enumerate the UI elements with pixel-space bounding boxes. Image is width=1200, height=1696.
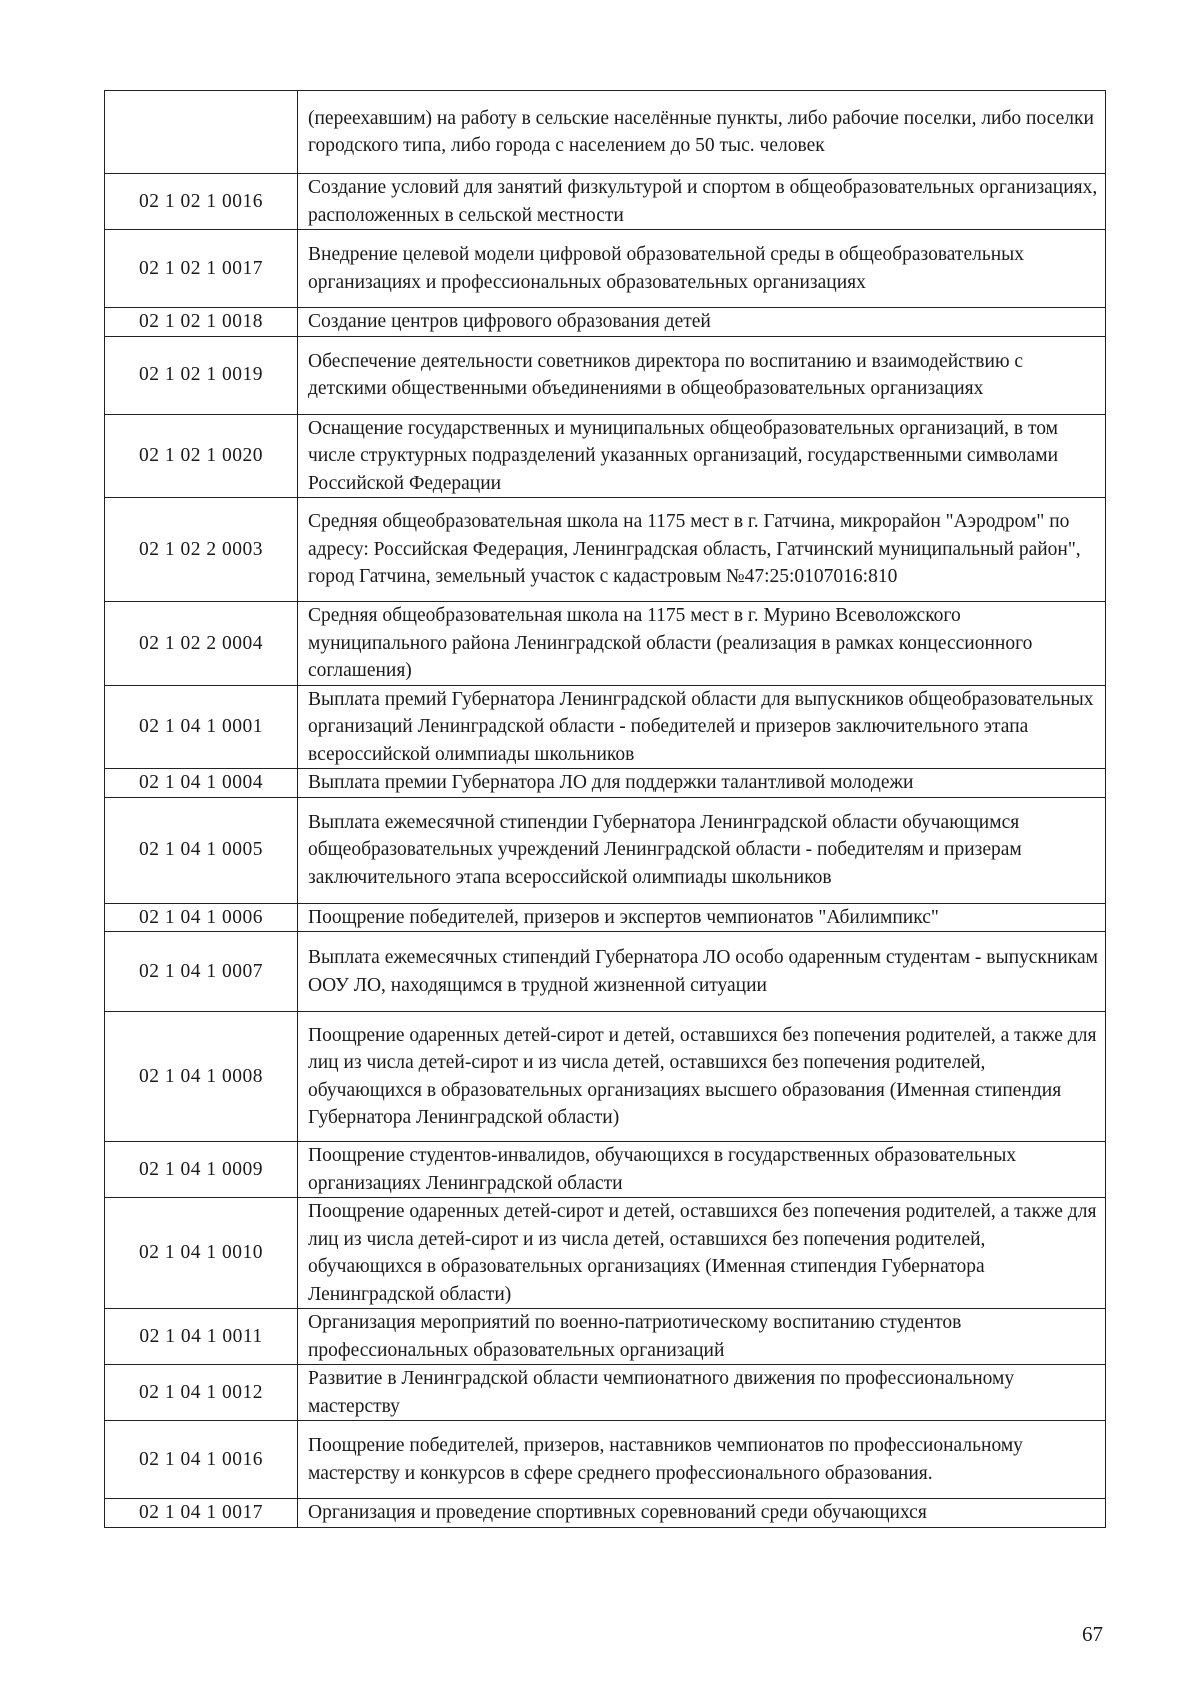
row-description-cell: Создание условий для занятий физкультурой и спортом в общеобразовательных организациях, расположенных в сельской местности — [298, 174, 1106, 230]
row-code-cell: 02 1 02 1 0017 — [105, 230, 298, 308]
table-row — [105, 1012, 1106, 1142]
row-code-cell: 02 1 02 2 0003 — [105, 498, 298, 602]
row-description-cell: Поощрение одаренных детей-сирот и детей, оставшихся без попечения родителей, а также для лиц из числа детей-сирот и из числа детей, оставшихся без попечения родителей, обучающихся в образовательных организациях (Именная стипендия Губернатора Ленинградской области) — [298, 1198, 1106, 1309]
row-code-cell: 02 1 02 2 0004 — [105, 602, 298, 686]
row-code-cell: 02 1 02 1 0020 — [105, 414, 298, 498]
table-row — [105, 1198, 1106, 1309]
row-description-cell: Оснащение государственных и муниципальных общеобразовательных организаций, в том числе структурных подразделений указанных организаций, государственными символами Российской Федерации — [298, 414, 1106, 498]
page-number: 67 — [1082, 1622, 1103, 1646]
budget-codes-table — [104, 90, 1106, 1528]
row-code-cell: 02 1 02 1 0019 — [105, 336, 298, 414]
table-row — [105, 230, 1106, 308]
row-description-cell: Выплата ежемесячных стипендий Губернатора ЛО особо одаренным студентам - выпускникам ООУ ЛО, находящимся в трудной жизненной ситуации — [298, 932, 1106, 1012]
table-row — [105, 1309, 1106, 1365]
table-row — [105, 174, 1106, 230]
row-code-cell: 02 1 04 1 0012 — [105, 1365, 298, 1421]
table-row — [105, 414, 1106, 498]
row-description-cell: Выплата премий Губернатора Ленинградской области для выпускников общеобразовательных организаций Ленинградской области - победителей и призеров заключительного этапа всероссийской олимпиады школьников — [298, 685, 1106, 769]
row-description-cell: Поощрение победителей, призеров и экспертов чемпионатов "Абилимпикс" — [298, 903, 1106, 932]
table-row — [105, 1421, 1106, 1499]
table-row — [105, 1142, 1106, 1198]
table-row — [105, 602, 1106, 686]
table-row — [105, 1499, 1106, 1528]
row-code-cell: 02 1 04 1 0006 — [105, 903, 298, 932]
row-description-cell: (переехавшим) на работу в сельские населённые пункты, либо рабочие поселки, либо поселки городского типа, либо города с населением до 50 тыс. человек — [298, 91, 1106, 174]
table-row — [105, 1365, 1106, 1421]
row-description-cell: Организация мероприятий по военно-патриотическому воспитанию студентов профессиональных образовательных организаций — [298, 1309, 1106, 1365]
row-description-cell: Средняя общеобразовательная школа на 1175 мест в г. Гатчина, микрорайон "Аэродром" по адресу: Российская Федерация, Ленинградская область, Гатчинский муниципальный район", город Гатчина, земельный участок с кадастровым №47:25:0107016:810 — [298, 498, 1106, 602]
row-description-cell: Поощрение студентов-инвалидов, обучающихся в государственных образовательных организациях Ленинградской области — [298, 1142, 1106, 1198]
row-description-cell: Обеспечение деятельности советников директора по воспитанию и взаимодействию с детскими общественными объединениями в общеобразовательных организациях — [298, 336, 1106, 414]
row-code-cell: 02 1 04 1 0008 — [105, 1012, 298, 1142]
table-row — [105, 932, 1106, 1012]
table-body — [105, 91, 1106, 1528]
row-code-cell — [105, 91, 298, 174]
row-description-cell: Создание центров цифрового образования детей — [298, 308, 1106, 337]
row-description-cell: Поощрение одаренных детей-сирот и детей, оставшихся без попечения родителей, а также для лиц из числа детей-сирот и из числа детей, оставшихся без попечения родителей, обучающихся в образовательных организациях высшего образования (Именная стипендия Губернатора Ленинградской области) — [298, 1012, 1106, 1142]
table-row — [105, 308, 1106, 337]
row-code-cell: 02 1 02 1 0016 — [105, 174, 298, 230]
row-code-cell: 02 1 04 1 0017 — [105, 1499, 298, 1528]
row-code-cell: 02 1 04 1 0009 — [105, 1142, 298, 1198]
row-code-cell: 02 1 04 1 0016 — [105, 1421, 298, 1499]
row-description-cell: Выплата ежемесячной стипендии Губернатора Ленинградской области обучающимся общеобразовательных учреждений Ленинградской области - победителям и призерам заключительного этапа всероссийской олимпиады школьников — [298, 797, 1106, 903]
table-row — [105, 685, 1106, 769]
table-row — [105, 769, 1106, 798]
row-code-cell: 02 1 04 1 0010 — [105, 1198, 298, 1309]
row-description-cell: Поощрение победителей, призеров, наставников чемпионатов по профессиональному мастерству и конкурсов в сфере среднего профессионального образования. — [298, 1421, 1106, 1499]
table-row — [105, 498, 1106, 602]
row-code-cell: 02 1 04 1 0004 — [105, 769, 298, 798]
table-row — [105, 903, 1106, 932]
table-row — [105, 336, 1106, 414]
row-description-cell: Средняя общеобразовательная школа на 1175 мест в г. Мурино Всеволожского муниципального района Ленинградской области (реализация в рамках концессионного соглашения) — [298, 602, 1106, 686]
row-description-cell: Организация и проведение спортивных соревнований среди обучающихся — [298, 1499, 1106, 1528]
row-description-cell: Выплата премии Губернатора ЛО для поддержки талантливой молодежи — [298, 769, 1106, 798]
table-row — [105, 797, 1106, 903]
row-code-cell: 02 1 04 1 0007 — [105, 932, 298, 1012]
table-row — [105, 91, 1106, 174]
row-code-cell: 02 1 04 1 0005 — [105, 797, 298, 903]
row-description-cell: Внедрение целевой модели цифровой образовательной среды в общеобразовательных организациях и профессиональных образовательных организациях — [298, 230, 1106, 308]
row-code-cell: 02 1 02 1 0018 — [105, 308, 298, 337]
row-code-cell: 02 1 04 1 0001 — [105, 685, 298, 769]
row-description-cell: Развитие в Ленинградской области чемпионатного движения по профессиональному мастерству — [298, 1365, 1106, 1421]
row-code-cell: 02 1 04 1 0011 — [105, 1309, 298, 1365]
